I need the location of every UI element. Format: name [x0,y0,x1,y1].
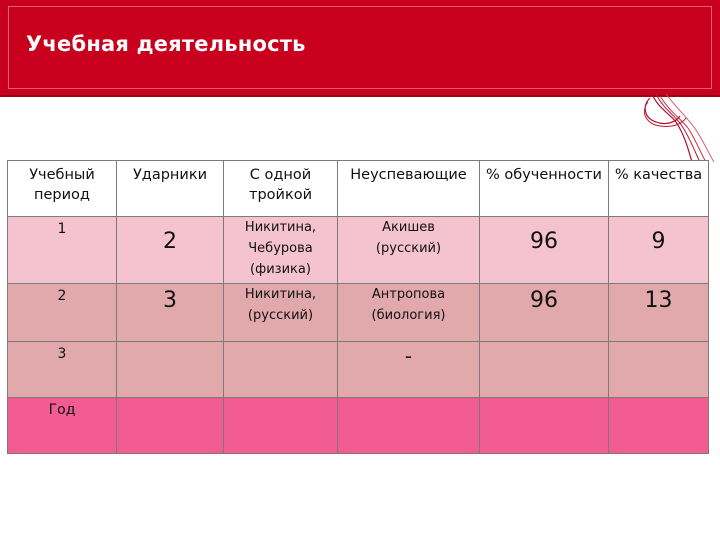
cell-failing: - [338,342,480,398]
header-one-three: С одной тройкой [224,161,338,217]
cell-excellent: 3 [117,284,224,342]
name-line: (русский) [247,308,314,323]
page-title: Учебная деятельность [26,32,306,56]
name-line: Никитина, [244,220,317,235]
cell-learning-pct: 96 [480,217,609,284]
cell-quality-pct [609,342,709,398]
cell-quality-pct [609,398,709,454]
header-excellent: Ударники [117,161,224,217]
cell-quality-pct: 13 [609,284,709,342]
cell-failing [338,398,480,454]
name-line: Никитина, [244,287,317,302]
header-quality-pct: % качества [609,161,709,217]
results-table [7,160,709,454]
cell-one-three [224,284,338,342]
table-row [8,284,709,342]
cell-period: 2 [8,284,117,342]
cell-period: 1 [8,217,117,284]
table-header-row [8,161,709,217]
cell-failing [338,217,480,284]
name-line: Чебурова [248,241,313,256]
table-row [8,217,709,284]
cell-learning-pct [480,342,609,398]
name-line: (биология) [371,308,446,323]
cell-failing [338,284,480,342]
header-learning-pct: % обученности [480,161,609,217]
table-row [8,398,709,454]
cell-excellent [117,398,224,454]
cell-quality-pct: 9 [609,217,709,284]
cell-excellent: 2 [117,217,224,284]
cell-one-three [224,217,338,284]
cell-one-three [224,398,338,454]
cell-period: 3 [8,342,117,398]
title-banner [0,0,720,97]
decorative-swirl-icon [630,92,720,164]
header-failing: Неуспевающие [338,161,480,217]
name-line: (русский) [375,241,442,256]
header-period: Учебный период [8,161,117,217]
cell-one-three [224,342,338,398]
cell-learning-pct [480,398,609,454]
cell-learning-pct: 96 [480,284,609,342]
cell-period: Год [8,398,117,454]
table-row [8,342,709,398]
name-line: (физика) [250,262,311,277]
name-line: Антропова [371,287,446,302]
cell-excellent [117,342,224,398]
name-line: Акишев [382,220,435,235]
